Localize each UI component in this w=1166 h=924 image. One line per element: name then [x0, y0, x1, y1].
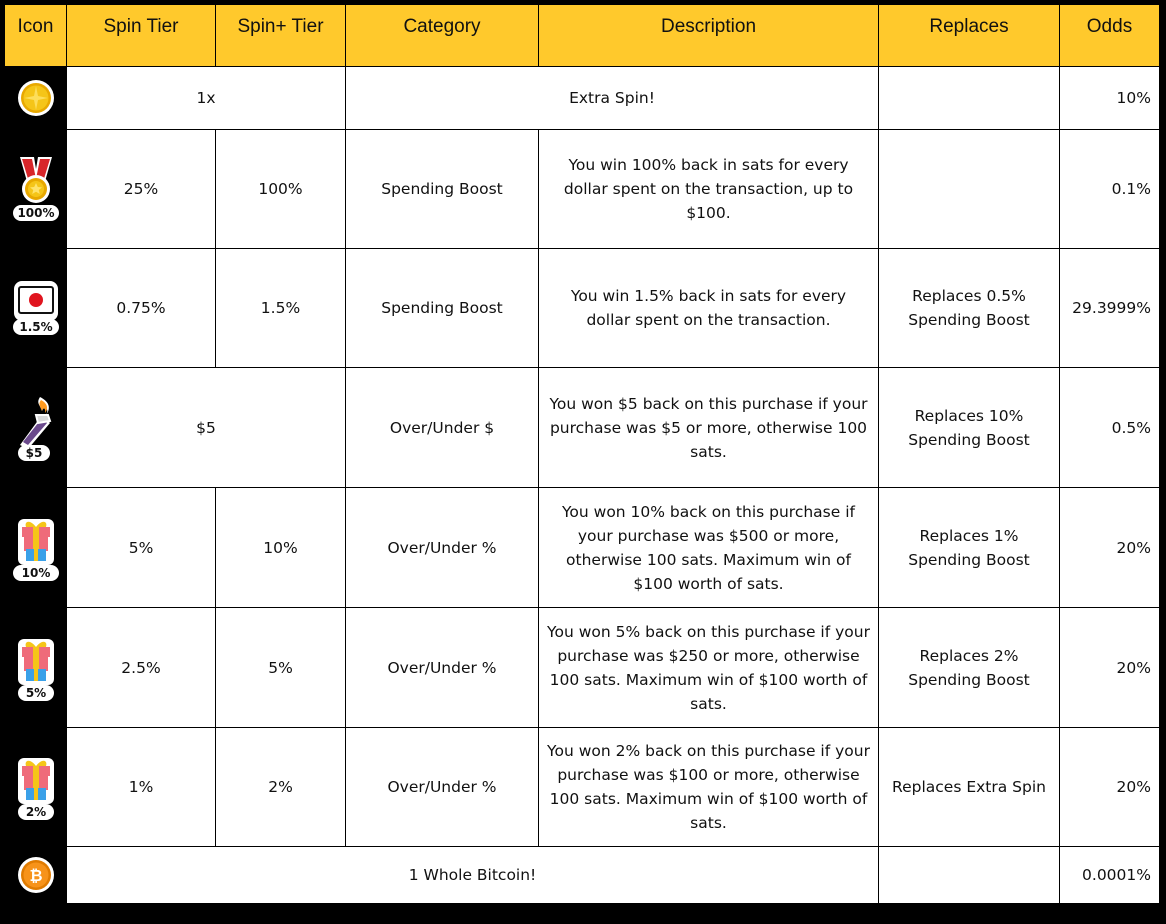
odds: 0.5%: [1060, 368, 1160, 488]
odds: 0.0001%: [1060, 847, 1160, 904]
replaces-text: Replaces 2% Spending Boost: [908, 646, 1030, 689]
tier-combined: 1x: [67, 67, 346, 130]
tier-combined: $5: [67, 368, 346, 488]
odds: 0.1%: [1060, 130, 1160, 249]
odds: 20%: [1060, 728, 1160, 847]
odds: 20%: [1060, 608, 1160, 728]
prize-table: [4, 4, 1160, 904]
tier-combined: 1 Whole Bitcoin!: [67, 847, 879, 904]
description-text: You won $5 back on this purchase if your purchase was $5 or more, otherwise 100 sats.: [549, 394, 868, 461]
gift-5-icon: [10, 633, 62, 703]
table-row: [5, 847, 1160, 904]
category: Over/Under %: [346, 728, 539, 847]
replaces: [879, 488, 1060, 608]
description: Extra Spin!: [346, 67, 879, 130]
gift-10-icon: [10, 513, 62, 583]
icon-cell: [5, 249, 67, 368]
replaces-text: Replaces 1% Spending Boost: [908, 526, 1030, 569]
header-spin-plus-tier: Spin+ Tier: [216, 5, 346, 67]
table-row: [5, 67, 1160, 130]
description-text: You won 10% back on this purchase if your purchase was $500 or more, otherwise 100 sats. Maximum win of $100 worth of sats.: [562, 502, 855, 593]
description: [539, 608, 879, 728]
gift-label: 10%: [21, 565, 50, 580]
replaces-text: Replaces 0.5% Spending Boost: [908, 287, 1030, 329]
table-row: [5, 728, 1160, 847]
gold-coin-icon: [16, 78, 56, 118]
spin-tier: 0.75%: [67, 249, 216, 368]
replaces: [879, 368, 1060, 488]
description-text: You won 5% back on this purchase if your purchase was $250 or more, otherwise 100 sats. Maximum win of $100 worth of sats.: [547, 622, 870, 713]
header-spin-tier: Spin Tier: [67, 5, 216, 67]
table-row: [5, 249, 1160, 368]
category: Spending Boost: [346, 130, 539, 249]
table-row: [5, 488, 1160, 608]
spin-tier: 1%: [67, 728, 216, 847]
description: [539, 368, 879, 488]
description: [539, 130, 879, 249]
replaces: [879, 608, 1060, 728]
spin-plus-tier: 2%: [216, 728, 346, 847]
spin-plus-tier: 1.5%: [216, 249, 346, 368]
replaces: Replaces Extra Spin: [879, 728, 1060, 847]
icon-cell: [5, 488, 67, 608]
replaces: [879, 130, 1060, 249]
bitcoin-symbol: ₿: [28, 866, 43, 885]
odds: 29.3999%: [1060, 249, 1160, 368]
icon-cell: [5, 67, 67, 130]
replaces: [879, 847, 1060, 904]
gift-label: 2%: [25, 805, 46, 819]
bitcoin-coin-icon: [16, 855, 56, 895]
description-text: You won 2% back on this purchase if your purchase was $100 or more, otherwise 100 sats. Maximum win of $100 worth of sats.: [547, 742, 870, 832]
gift-label: 5%: [25, 685, 46, 700]
category: Over/Under $: [346, 368, 539, 488]
header-replaces: Replaces: [879, 5, 1060, 67]
table-row: [5, 368, 1160, 488]
description-text: You win 1.5% back in sats for every dollar spent on the transaction.: [570, 287, 847, 329]
prize-table-container: [4, 4, 1160, 904]
icon-cell: [5, 368, 67, 488]
spin-tier: 5%: [67, 488, 216, 608]
odds: 20%: [1060, 488, 1160, 608]
odds: 10%: [1060, 67, 1160, 130]
description: [539, 488, 879, 608]
header-category: Category: [346, 5, 539, 67]
replaces: [879, 249, 1060, 368]
torch-5-icon: [10, 393, 62, 463]
header-icon: Icon: [5, 5, 67, 67]
medal-label: 100%: [16, 206, 55, 220]
japan-flag-icon: [10, 279, 62, 337]
flag-label: 1.5%: [18, 320, 53, 334]
spin-plus-tier: 5%: [216, 608, 346, 728]
table-row: [5, 130, 1160, 249]
gift-2-icon: [10, 752, 62, 822]
category: Spending Boost: [346, 249, 539, 368]
icon-cell: [5, 728, 67, 847]
torch-label: $5: [25, 445, 42, 460]
description-text: You win 100% back in sats for every dollar spent on the transaction, up to $100.: [563, 156, 854, 222]
description: [539, 249, 879, 368]
replaces: [879, 67, 1060, 130]
icon-cell: [5, 847, 67, 904]
spin-plus-tier: 100%: [216, 130, 346, 249]
header-description: Description: [539, 5, 879, 67]
header-odds: Odds: [1060, 5, 1160, 67]
table-row: [5, 608, 1160, 728]
category: Over/Under %: [346, 608, 539, 728]
spin-plus-tier: 10%: [216, 488, 346, 608]
category: Over/Under %: [346, 488, 539, 608]
replaces-text: Replaces 10% Spending Boost: [908, 406, 1030, 449]
spin-tier: 2.5%: [67, 608, 216, 728]
medal-100-icon: [10, 155, 62, 223]
icon-cell: [5, 608, 67, 728]
header-row: [5, 5, 1160, 67]
description: [539, 728, 879, 847]
icon-cell: [5, 130, 67, 249]
spin-tier: 25%: [67, 130, 216, 249]
